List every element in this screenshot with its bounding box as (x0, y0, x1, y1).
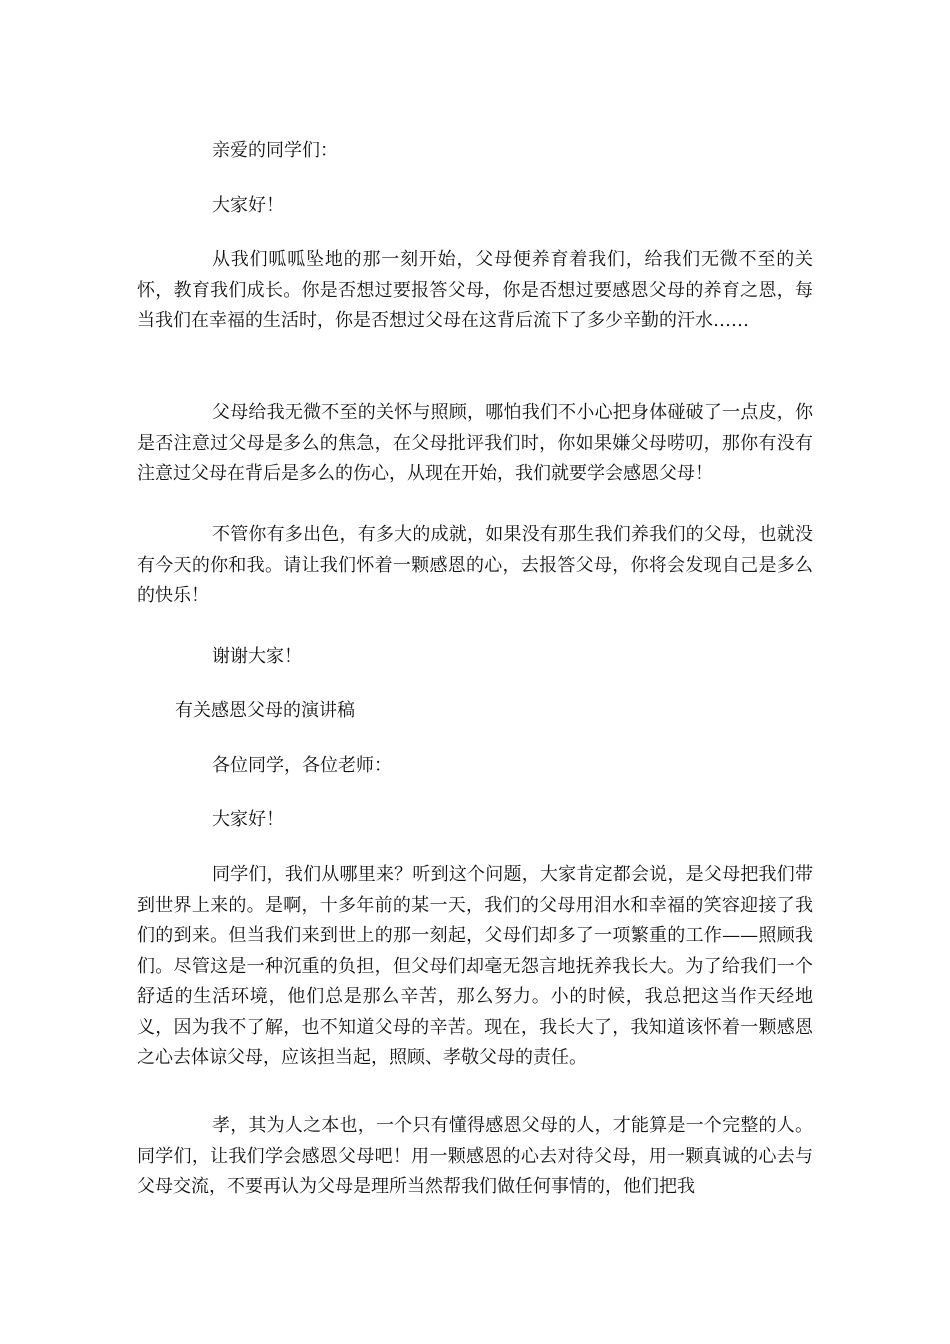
body-paragraph: 同学们，我们从哪里来？听到这个问题，大家肯定都会说，是父母把我们带到世界上来的。是啊，十多年前的某一天，我们的父母用泪水和幸福的笑容迎接了我们的到来。但当我们来到世上的那一刻起，父母们却多了一项繁重的工作——照顾我们。尽管这是一种沉重的负担，但父母们却毫无怨言地抚养我长大。为了给我们一个舒适的生活环境，他们总是那么辛苦，那么努力。小的时候，我总把这当作天经地义，因为我不了解，也不知道父母的辛苦。现在，我长大了，我知道该怀着一颗感恩之心去体谅父母，应该担当起，照顾、孝敬父母的责任。 (137, 864, 813, 1068)
salutation: 亲爱的同学们： (212, 140, 338, 161)
body-paragraph: 父母给我无微不至的关怀与照顾，哪怕我们不小心把身体碰破了一点皮，你是否注意过父母是多么的焦急，在父母批评我们时，你如果嫌父母唠叨，那你有没有注意过父母在背后是多么的伤心，从现在开始，我们就要学会感恩父母！ (137, 402, 813, 484)
salutation: 各位同学，各位老师： (212, 755, 392, 776)
section-title: 有关感恩父母的演讲稿 (175, 700, 355, 721)
body-paragraph: 从我们呱呱坠地的那一刻开始，父母便养育着我们，给我们无微不至的关怀，教育我们成长。你是否想过要报答父母，你是否想过要感恩父母的养育之恩，每当我们在幸福的生活时，你是否想过父母在这背后流下了多少辛勤的汗水…… (137, 249, 813, 331)
body-paragraph: 孝，其为人之本也，一个只有懂得感恩父母的人，才能算是一个完整的人。同学们，让我们学会感恩父母吧！用一颗感恩的心去对待父母，用一颗真诚的心去与父母交流，不要再认为父母是理所当然帮我们做任何事情的，他们把我 (137, 1115, 813, 1197)
body-paragraph: 不管你有多出色，有多大的成就，如果没有那生我们养我们的父母，也就没有今天的你和我。请让我们怀着一颗感恩的心，去报答父母，你将会发现自己是多么的快乐！ (137, 524, 813, 606)
greeting: 大家好！ (212, 195, 284, 216)
closing: 谢谢大家！ (212, 646, 302, 667)
greeting: 大家好！ (212, 809, 284, 830)
